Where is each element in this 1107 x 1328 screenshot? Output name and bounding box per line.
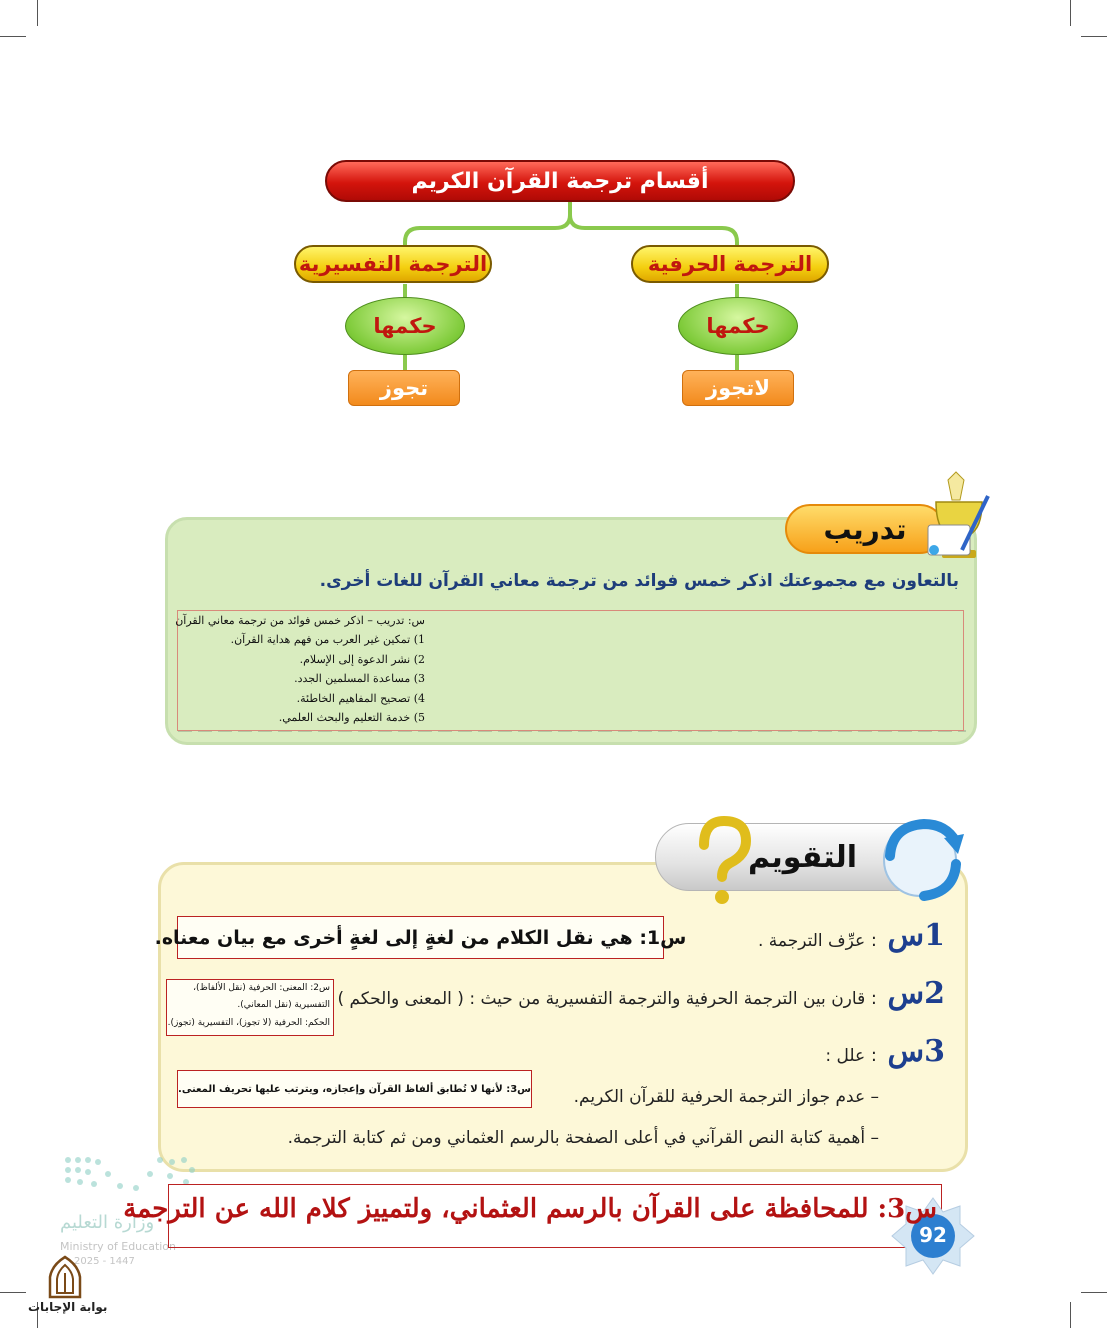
training-question: بالتعاون مع مجموعتك اذكر خمس فوائد من ترجمة معاني القرآن للغات أخرى. bbox=[319, 571, 959, 591]
answer-3-box bbox=[177, 1070, 532, 1108]
training-answer-line: 3) مساعدة المسلمين الجدد. bbox=[294, 672, 425, 685]
question-3-text: : علل : bbox=[825, 1045, 877, 1066]
answer-3-text: س3: لأنها لا تُطابق ألفاظ القرآن وإعجازه، ويترتب عليها تحريف المعنى. bbox=[178, 1083, 531, 1095]
bottom-answer-text: س3: للمحافظة على القرآن بالرسم العثماني، ولتمييز كلام الله عن الترجمة bbox=[123, 1194, 937, 1224]
question-mark-icon bbox=[690, 815, 752, 907]
answer-1-text: س1: هي نقل الكلام من لغةٍ إلى لغةٍ أخرى مع بيان معناه. bbox=[154, 926, 687, 949]
literal-translation-node: الترجمة الحرفية bbox=[631, 245, 829, 283]
answer-2-line: الحكم: الحرفية (لا تجوز)، التفسيرية (تجوز). bbox=[167, 1018, 330, 1028]
answer-2-box bbox=[166, 979, 334, 1036]
watermark-english: Ministry of Education bbox=[60, 1240, 177, 1253]
answer-2-line: س2: المعنى: الحرفية (نقل الألفاظ)، bbox=[193, 983, 330, 993]
site-name[interactable]: بوابة الإجابات bbox=[28, 1300, 108, 1314]
literal-ruling-label: حكمها bbox=[678, 297, 798, 355]
crop-mark bbox=[1070, 1302, 1071, 1328]
training-answer-line: س: تدريب – اذكر خمس فوائد من ترجمة معاني القرآن bbox=[175, 614, 425, 627]
reason-1: – عدم جواز الترجمة الحرفية للقرآن الكريم. bbox=[573, 1087, 879, 1107]
question-3-label: 3س bbox=[887, 1034, 945, 1069]
watermark-year: 2025 - 1447 bbox=[74, 1256, 135, 1267]
reason-2: – أهمية كتابة النص القرآني في أعلى الصفحة بالرسم العثماني ومن ثم كتابة الترجمة. bbox=[287, 1128, 879, 1148]
literal-ruling-value: لاتجوز bbox=[682, 370, 794, 406]
crop-mark bbox=[0, 1292, 26, 1293]
question-2-text: : قارن بين الترجمة الحرفية والترجمة التفسيرية من حيث : ( المعنى والحكم ) bbox=[337, 988, 877, 1009]
training-answer-line: 5) خدمة التعليم والبحث العلمي. bbox=[278, 711, 425, 724]
site-logo-icon bbox=[44, 1255, 86, 1301]
diagram-title: أقسام ترجمة القرآن الكريم bbox=[325, 160, 795, 202]
answer-1-box bbox=[154, 916, 687, 959]
training-answer-line: 2) نشر الدعوة إلى الإسلام. bbox=[299, 653, 425, 666]
question-1-text: : عرِّف الترجمة . bbox=[757, 930, 877, 951]
training-answer-line: 4) تصحيح المفاهيم الخاطئة. bbox=[296, 692, 425, 705]
crop-mark bbox=[1081, 1292, 1107, 1293]
diagram-connectors bbox=[0, 0, 1107, 420]
evaluation-title: التقويم bbox=[748, 840, 857, 875]
training-tab: تدريب bbox=[785, 504, 945, 554]
training-answer-line: 1) تمكين غير العرب من فهم هداية القرآن. bbox=[230, 633, 425, 646]
answer-2-line: التفسيرية (نقل المعاني). bbox=[237, 1000, 330, 1010]
interpretive-translation-node: الترجمة التفسيرية bbox=[294, 245, 492, 283]
interpretive-ruling-label: حكمها bbox=[345, 297, 465, 355]
question-1-label: 1س bbox=[887, 918, 945, 953]
question-2-label: 2س bbox=[887, 976, 945, 1011]
page-number: 92 bbox=[919, 1223, 947, 1247]
interpretive-ruling-value: تجوز bbox=[348, 370, 460, 406]
trophy-pen-icon bbox=[918, 470, 996, 562]
watermark-arabic: وزارة التعليم bbox=[60, 1212, 155, 1233]
refresh-arrow-icon bbox=[872, 812, 967, 904]
